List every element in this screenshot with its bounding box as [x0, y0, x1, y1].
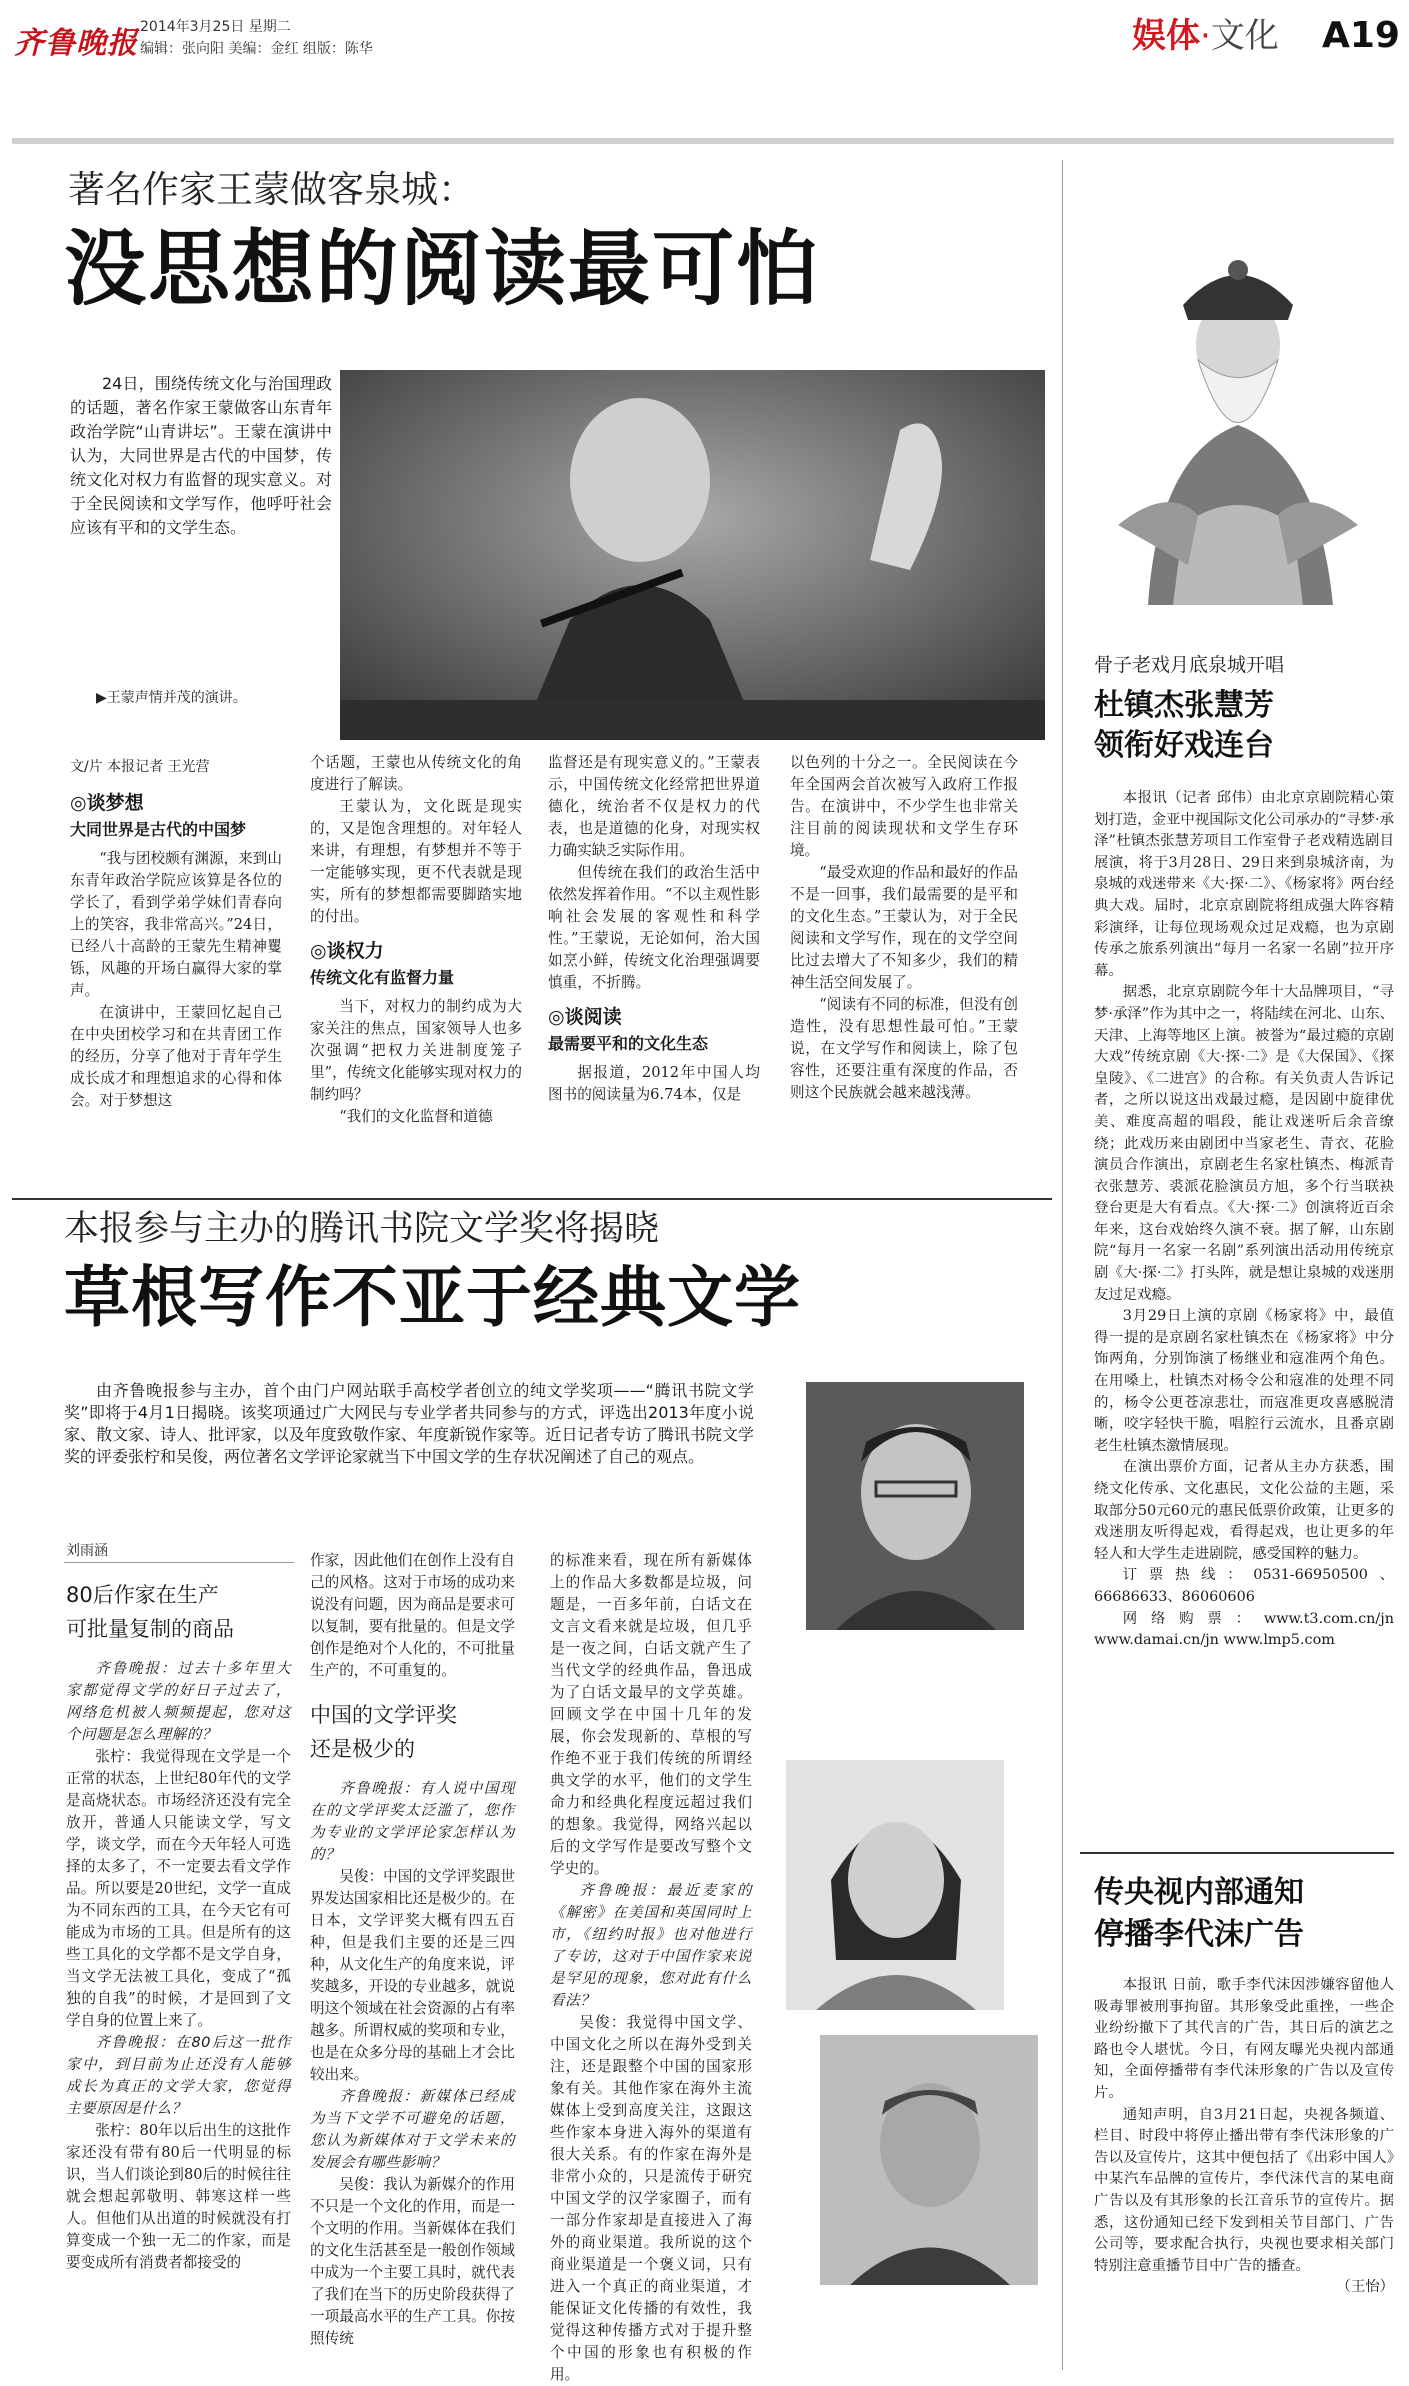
section-reading-title: ◎谈阅读: [548, 1006, 622, 1028]
article2-column-3: [550, 1550, 752, 2386]
paragraph: 在演讲中，王蒙回忆起自己在中央团校学习和在共青团工作的经历，分享了他对于青年学生成长成才和理想追求的心得和体会。对于梦想这: [70, 1004, 282, 1109]
staff-line: 编辑：张向阳 美编：金红 组版：陈华: [140, 41, 373, 57]
answer: 吴俊：我觉得中国文学、中国文化之所以在海外受到关注，还是跟整个中国的国家形象有关。其他作家在海外主流媒体上受到高度关注，这跟这些作家本身进入海外的渠道有很大关系。有的作家在海外是非常小众的，只是流传于研究中国文学的汉学家圈子，而有一部分作家却是直接进入了海外的商业渠道。我所说的这个商业渠道是一个褒义词，只有进入一个真正的商业渠道，才能保证文化传播的有效性，我觉得这种传播方式对于提升整个中国的形象也有积极的作用。: [550, 2014, 752, 2383]
wangmeng-photo: [340, 370, 1045, 740]
opera-actor-illustration: [1088, 225, 1393, 605]
answer: 吴俊：我认为新媒介的作用不只是一个文化的作用，而是一个文明的作用。当新媒体在我们的文化生活甚至是一般创作领域中成为一个主要工具时，就代表了我们在当下的历史阶段获得了一项最高水平的生产工具。你按照传统: [310, 2176, 515, 2347]
masthead-logo: 齐鲁晚报: [14, 26, 138, 61]
article2-lead: [64, 1380, 754, 1468]
sidebar2-headline-line1: 传央视内部通知: [1094, 1875, 1304, 1910]
paragraph: 通知声明，自3月21日起，央视各频道、栏目、时段中将停止播出带有李代沫形象的广告以及宣传片，这其中便包括了《出彩中国人》中某汽车品牌的宣传片，李代沫代言的某电商广告以及有其形象的长江音乐节的宣传片。据悉，这份通知已经下发到相关节目部门、广告公司等，要求配合执行，央视也要求相关部门特别注意重播节目中广告的播查。: [1094, 2106, 1394, 2274]
question: 齐鲁晚报：最近麦家的《解密》在美国和英国同时上市，《纽约时报》也对他进行了专访，这对于中国作家来说是罕见的现象，您对此有什么看法？: [550, 1882, 752, 2009]
female-critic-portrait: [786, 1760, 1004, 2010]
wujun-portrait: [820, 2035, 1038, 2285]
section-label-a: 娱体: [1132, 16, 1200, 56]
article1-lead: [70, 372, 332, 540]
paragraph: 个话题，王蒙也从传统文化的角度进行了解读。: [310, 754, 522, 793]
paragraph: 以色列的十分之一。全民阅读在今年全国两会首次被写入政府工作报告。在演讲中，不少学生也非常关注目前的阅读现状和文学生存环境。: [790, 754, 1018, 859]
article2-kicker: 本报参与主办的腾讯书院文学奖将揭晓: [64, 1209, 660, 1249]
article2-byline: 刘雨涵: [66, 1543, 108, 1559]
question: 齐鲁晚报：有人说中国现在的文学评奖太泛滥了，您作为专业的文学评论家怎样认为的？: [310, 1780, 515, 1863]
sidebar1-headline-line1: 杜镇杰张慧芳: [1094, 688, 1274, 723]
issue-date: 2014年3月25日 星期二: [140, 19, 291, 35]
article-separator: [12, 1198, 1052, 1200]
question: 齐鲁晚报：过去十多年里大家都觉得文学的好日子过去了，网络危机被人频频提起，您对这个问题是怎么理解的？: [66, 1660, 291, 1743]
paragraph: “阅读有不同的标准，但没有创造性，没有思想性最可怕。”王蒙说，在文学写作和阅读上，除了包容性，还要注重有深度的作品，否则这个民族就会越来越浅薄。: [790, 996, 1018, 1101]
paragraph: “我与团校颇有渊源，来到山东青年政治学院应该算是各位的学长了，看到学弟学妹们青春向上的笑容，我非常高兴。”24日，已经八十高龄的王蒙先生精神矍铄，风趣的开场白赢得大家的掌声。: [70, 850, 282, 999]
sidebar-divider: [1062, 160, 1063, 2370]
paragraph: “我们的文化监督和道德: [339, 1108, 493, 1125]
sidebar1-body: [1094, 788, 1394, 1652]
article2-column-1: [66, 1580, 291, 2274]
answer: 的标准来看，现在所有新媒体上的作品大多数都是垃圾，问题是，一百多年前，白话文在文言文看来就是垃圾，但几乎是一夜之间，白话文就产生了当代文学的经典作品，鲁迅成为了白话文最早的文学英雄。回顾文学在中国十几年的发展，你会发现新的、草根的写作绝不亚于我们传统的所谓经典文学的水平，他们的文学生命力和经典化程度远超过我们的想象。我觉得，网络兴起以后的文学写作是要改写整个文学史的。: [550, 1552, 752, 1877]
article1-column-2: [310, 752, 522, 1128]
wangmeng-photo-caption: ▶王蒙声情并茂的演讲。: [96, 690, 247, 706]
sidebar1-kicker: 骨子老戏月底泉城开唱: [1094, 654, 1285, 676]
answer: 作家，因此他们在创作上没有自己的风格。这对于市场的成功来说没有问题，因为商品是要求可以复制，要有批量的。但是文学创作是绝对个人化的，不可批量生产的，不可重复的。: [310, 1552, 515, 1679]
section-dream-subtitle: 大同世界是古代的中国梦: [70, 820, 247, 839]
subhead-80s-line2: 可批量复制的商品: [66, 1617, 234, 1641]
subhead-awards-line1: 中国的文学评奖: [310, 1703, 457, 1727]
section-power-title: ◎谈权力: [310, 940, 384, 962]
article1-column-3: [548, 752, 760, 1106]
article2-lead-text: 由齐鲁晚报参与主办，首个由门户网站联手高校学者创立的纯文学奖项——“腾讯书院文学奖”即将于4月1日揭晓。该奖项通过广大网民与专业学者共同参与的方式，评选出2013年度小说家、散文家、诗人、批评家，以及年度致敬作家、年度新锐作家等。近日记者专访了腾讯书院文学奖的评委张柠和吴俊，两位著名文学评论家就当下中国文学的生存状况阐述了自己的观点。: [64, 1381, 754, 1466]
article1-column-1: [70, 780, 282, 1112]
female-critic-portrait-illustration: [786, 1760, 1004, 2010]
header-rule: [12, 138, 1394, 144]
paragraph: 但传统在我们的政治生活中依然发挥着作用。“不以主观性影响社会发展的客观性和科学性。”王蒙说，无论如何，治大国如烹小鲜，传统文化治理强调要慎重，不折腾。: [548, 864, 760, 991]
question: 齐鲁晚报：新媒体已经成为当下文学不可避免的话题，您认为新媒体对于文学未来的发展会有哪些影响？: [310, 2088, 515, 2171]
paragraph: 王蒙认为，文化既是现实的，又是饱含理想的。对年轻人来讲，有理想，有梦想并不等于一定能够实现，更不代表就是现实，所有的梦想都需要脚踏实地的付出。: [310, 798, 522, 925]
page-number: A19: [1322, 15, 1400, 56]
byline-rule: [64, 1562, 294, 1563]
answer: 张柠：我觉得现在文学是一个正常的状态，上世纪80年代的文学是高烧状态。市场经济还没有完全放开，普通人只能读文学，写文学，谈文学，而在今天年轻人可选择的太多了，不一定要去看文学作品。所以要是20世纪，文学一直成为不同东西的工具，在今天它有可能成为市场的工具。但是所有的这些工具化的文学都不是文学自身，当文学无法被工具化，变成了“孤独的自我”的时候，才是回到了文学自身的位置上来了。: [66, 1748, 291, 2029]
article1-kicker: 著名作家王蒙做客泉城：: [68, 168, 475, 211]
paragraph: 据报道，2012年中国人均图书的阅读量为6.74本，仅是: [548, 1064, 760, 1103]
article1-byline: 文/片 本报记者 王光营: [70, 759, 210, 775]
article1-lead-text: 24日，围绕传统文化与治国理政的话题，著名作家王蒙做客山东青年政治学院“山青讲坛”。王蒙在演讲中认为，大同世界是古代的中国梦，传统文化对权力有监督的现实意义。对于全民阅读和文学写作，他呼吁社会应该有平和的文学生态。: [70, 374, 332, 537]
section-reading-subtitle: 最需要平和的文化生态: [548, 1034, 709, 1053]
section-dream-title: ◎谈梦想: [70, 792, 144, 814]
online-tickets: 网络购票：www.t3.com.cn/jn www.damai.cn/jn www.lmp5.com: [1094, 1610, 1394, 1649]
paragraph: 在演出票价方面，记者从主办方获悉，围绕文化传承、文化惠民，文化公益的主题，采取部分50元60元的惠民低票价政策，让更多的戏迷朋友听得起戏，看得起戏，也让更多的年轻人和大学生走进剧院，感受国粹的魅力。: [1094, 1459, 1394, 1562]
section-label-dot: ·: [1200, 16, 1211, 56]
paragraph: 据悉，北京京剧院今年十大品牌项目，“寻梦·承泽”作为其中之一，将陆续在河北、山东、天津、上海等地区上演。被誉为“最过瘾的京剧大戏”传统京剧《大·探·二》是《大保国》、《探皇陵》、《二进宫》的合称。有关负责人告诉记者，之所以说这出戏最过瘾，是因剧中旋律优美、难度高超的唱段，能让戏迷听后余音缭绕；此戏历来由剧团中当家老生、青衣、花脸演员合作演出，京剧老生名家杜镇杰、梅派青衣张慧芳、裘派花脸演员方旭，多个行当联袂登台更是大有看点。《大·探·二》创演将近百余年来，这台戏始终久演不衰。据了解，山东剧院“每月一名家一名剧”系列演出活动用传统京剧《大·探·二》打头阵，就是想让泉城的戏迷朋友过足戏瘾。: [1094, 984, 1394, 1303]
article2-headline: 草根写作不亚于经典文学: [64, 1259, 801, 1336]
zhangning-portrait: [806, 1382, 1024, 1630]
paragraph: 本报讯（记者 邱伟）由北京京剧院精心策划打造，金亚中视国际文化公司承办的“寻梦·承泽”杜镇杰张慧芳项目工作室骨子老戏精选剧目展演，将于3月28日、29日来到泉城济南，为泉城的戏迷带来《大·探·二》、《杨家将》两台经典大戏。届时，北京京剧院将组成强大阵容精彩演绎，让每位现场观众过足戏瘾，也为京剧传承之旅系列演出“每月一名家一名剧”拉开序幕。: [1094, 790, 1394, 979]
wangmeng-photo-illustration: [340, 370, 1045, 740]
paragraph: “最受欢迎的作品和最好的作品不是一回事，我们最需要的是平和的文化生态。”王蒙认为，对于全民阅读和文学写作，现在的文学空间比过去增大了不知多少，我们的精神生活空间发展了。: [790, 864, 1018, 991]
section-label-b: 文化: [1210, 16, 1279, 56]
paragraph: 监督还是有现实意义的。”王蒙表示，中国传统文化经常把世界道德化，统治者不仅是权力的代表，也是道德的化身，对现实权力确实缺乏实际作用。: [548, 754, 760, 859]
zhangning-portrait-illustration: [806, 1382, 1024, 1630]
article1-column-4: [790, 752, 1018, 1104]
ticket-hotline: 订票热线：0531-66950500、66686633、86060606: [1094, 1567, 1394, 1605]
paragraph: 3月29日上演的京剧《杨家将》中，最值得一提的是京剧名家杜镇杰在《杨家将》中分饰两角，分别饰演了杨继业和寇准两个角色。在用嗓上，杜镇杰对杨令公和寇准的处理不同的，杨令公更苍凉悲壮，而寇准更攻喜感脱清晰，咬字轻快干脆，唱腔行云流水，且番京剧老生杜镇杰激情展现。: [1094, 1308, 1394, 1454]
subhead-awards-line2: 还是极少的: [310, 1737, 415, 1761]
paragraph: 本报讯 日前，歌手李代沫因涉嫌容留他人吸毒罪被刑事拘留。其形象受此重挫，一些企业纷纷撤下了其代言的广告，其日后的演艺之路也令人堪忧。今日，有网友曝光央视内部通知，全面停播带有李代沫形象的广告以及宣传片。: [1094, 1977, 1394, 2101]
subhead-80s-line1: 80后作家在生产: [66, 1583, 219, 1607]
sidebar1-headline-line2: 领衔好戏连台: [1094, 728, 1274, 763]
sidebar2-signature: （王怡）: [1336, 2279, 1394, 2296]
question: 齐鲁晚报：在80后这一批作家中，到目前为止还没有人能够成长为真正的文学大家，您觉得主要原因是什么？: [66, 2034, 291, 2117]
article2-column-2: [310, 1550, 515, 2350]
wujun-portrait-illustration: [820, 2035, 1038, 2285]
paragraph: 当下，对权力的制约成为大家关注的焦点，国家领导人也多次强调“把权力关进制度笼子里”，传统文化能够实现对权力的制约吗？: [310, 998, 522, 1103]
answer: 张柠：80年以后出生的这批作家还没有带有80后一代明显的标识，当人们谈论到80后的时候往往就会想起郭敬明、韩寒这样一些人。但他们从出道的时候就没有打算变成一个独一无二的作家，而是要变成所有消费者都接受的: [66, 2122, 291, 2271]
sidebar2-headline-line2: 停播李代沫广告: [1094, 1917, 1304, 1952]
section-label: [1132, 16, 1279, 56]
sidebar2-body: [1094, 1975, 1394, 2299]
section-power-subtitle: 传统文化有监督力量: [310, 968, 455, 987]
sidebar-section-rule: [1080, 1852, 1394, 1854]
answer: 吴俊：中国的文学评奖跟世界发达国家相比还是极少的。在日本，文学评奖大概有四五百种，但是我们主要的还是三四种，从文化生产的角度来说，评奖越多，开设的专业越多，就说明这个领域在社会资源的占有率越多。所谓权威的奖项和专业，也是在众多分母的基础上才会比较出来。: [310, 1868, 515, 2083]
opera-actor-photo: [1088, 225, 1393, 605]
article1-headline: 没思想的阅读最可怕: [64, 222, 821, 317]
